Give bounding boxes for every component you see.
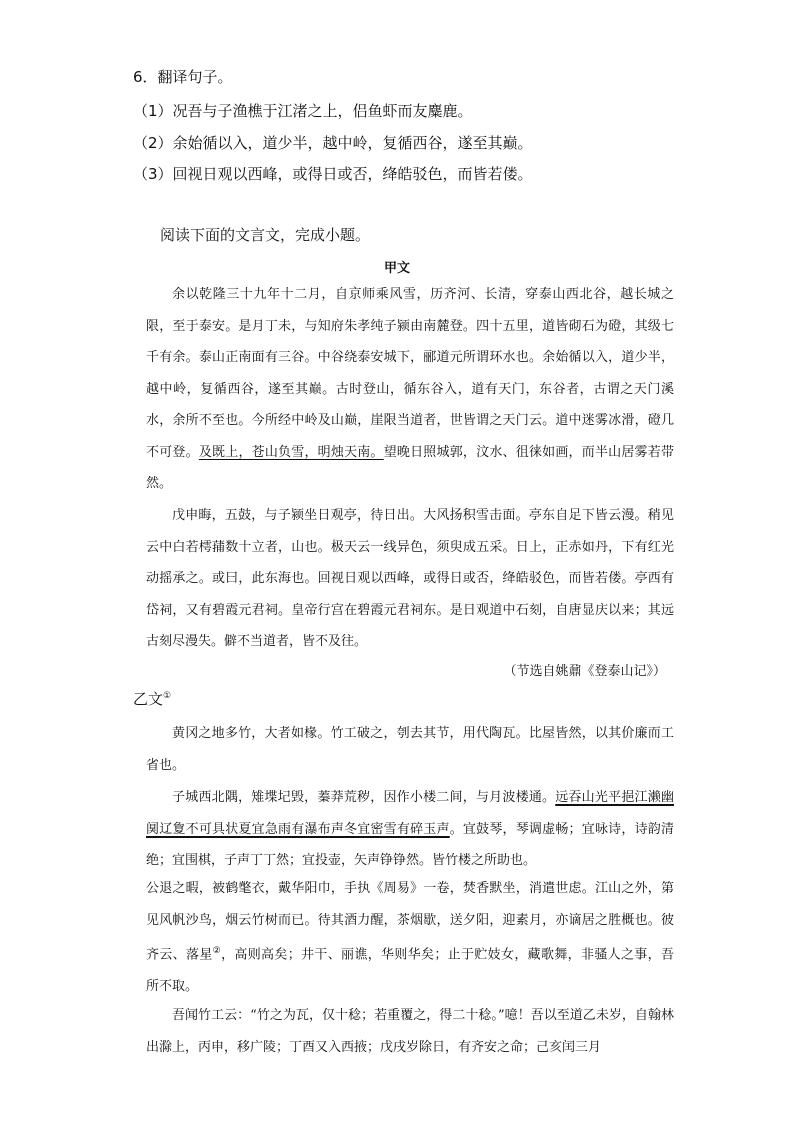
jiawen-paragraph-2: 戊申晦，五鼓，与子颍坐日观亭，待日出。大风扬积雪击面。亭东自足下皆云漫。稍见云中白若樗蒱数十立者，山也。极天云一线异色，须臾成五采。日上，正赤如丹，下有红光动摇承之。或曰，此东海也。回视日观以西峰，或得日或否，绛皓驳色，而皆若偻。亭西有岱祠，又有碧霞元君祠。皇帝行宫在碧霞元君祠东。是日观道中石刻，自唐显庆以来；其远古刻尽漫失。僻不当道者，皆不及往。	[146, 508, 674, 649]
jiawen-p1-text-b: 望晚日照城郭，汶水、徂徕如画，而半山居雾若带然。	[146, 444, 674, 491]
yiwen-p2-text-a: 子城西北隅，雉堞圮毁，蓁莽荒秽，因作小楼二间，与月波楼通。	[172, 790, 556, 805]
question-title: 6．翻译句子。	[133, 68, 233, 86]
jiawen-p1-underlined-sentence: 及既上，苍山负雪，明烛天南。	[198, 444, 384, 460]
question-item-3: （3）回视日观以西峰，或得日或否，绛皓驳色，而皆若偻。	[133, 165, 533, 183]
yiwen-note-mark: ①	[163, 691, 172, 701]
yiwen-paragraph-3	[146, 873, 674, 1002]
jiawen-p1-text-a: 余以乾隆三十九年十二月，自京师乘风雪，历齐河、长清，穿泰山西北谷，越长城之限，至于泰安。是月丁未，与知府朱孝纯子颍由南麓登。四十五里，道皆砌石为磴，其级七千有余。泰山正南面有三谷。中谷绕泰安城下，郦道元所谓环水也。余始循以入，道少半，越中岭，复循西谷，遂至其巅。古时登山，循东谷入，道有天门，东谷者，古谓之天门溪水，余所不至也。今所经中岭及山巅，崖限当道者，世皆谓之天门云。道中迷雾冰滑，磴几不可登。	[146, 287, 674, 460]
yiwen-paragraph-2	[146, 782, 674, 877]
question-item-1: （1）况吾与子渔樵于江渚之上，侣鱼虾而友麋鹿。	[133, 102, 473, 120]
yiwen-p3-note-mark: ②	[212, 946, 222, 956]
yiwen-p3-text-b: ，高则高矣；井干、丽谯，华则华矣；止于贮妓女，藏歌舞，非骚人之事，吾所不取。	[146, 947, 674, 994]
yiwen-title-text: 乙文	[133, 690, 164, 708]
yiwen-p2-text-b: 。宜鼓琴，琴调虚畅；宜咏诗，诗韵清绝；宜围棋，子声丁丁然；宜投壶，矢声铮铮然。皆竹楼之所助也。	[146, 821, 674, 868]
jiawen-title: 甲文	[383, 261, 410, 276]
yiwen-p3-text-a: 公退之暇，被鹤氅衣，戴华阳巾，手执《周易》一卷，焚香默坐，消遣世虑。江山之外，第见风帆沙鸟，烟云竹树而已。待其酒力醒，茶烟歇，送夕阳，迎素月，亦谪居之胜概也。彼齐云、落星	[146, 881, 674, 963]
jiawen-paragraph-1	[146, 279, 674, 500]
yiwen-paragraph-1: 黄冈之地多竹，大者如椽。竹工破之，刳去其节，用代陶瓦。比屋皆然，以其价廉而工省也。	[146, 726, 674, 773]
yiwen-title	[133, 688, 171, 709]
jiawen-source: （节选自姚鼐《登泰山记》）	[503, 664, 666, 679]
question-item-2: （2）余始循以入，道少半，越中岭，复循西谷，遂至其巅。	[133, 134, 533, 152]
yiwen-p2-underlined-sentence: 远吞山光平挹江濑幽阒辽夐不可具状夏宜急雨有瀑布声冬宜密雪有碎玉声	[146, 790, 674, 837]
reading-intro: 阅读下面的文言文，完成小题。	[160, 226, 371, 244]
yiwen-paragraph-4: 吾闻竹工云：“竹之为瓦，仅十稔；若重覆之，得二十稔。”噫！吾以至道乙未岁，自翰林出滁上，丙申，移广陵；丁酉又入西掖；戊戌岁除日，有齐安之命；己亥闰三月	[146, 1008, 674, 1055]
